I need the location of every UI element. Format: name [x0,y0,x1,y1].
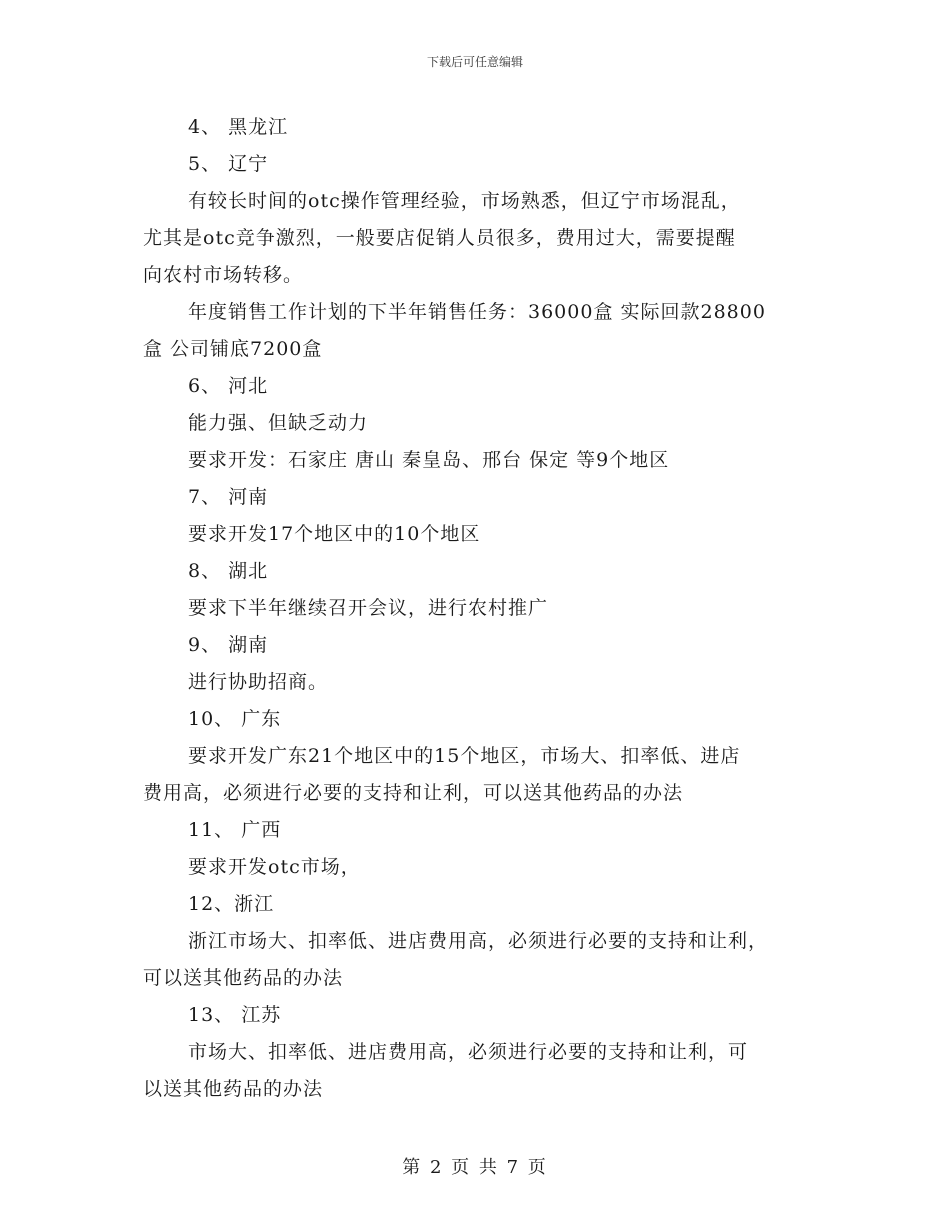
section-heading: 4、 黑龙江 [188,116,289,138]
paragraph-line: 要求下半年继续召开会议，进行农村推广 [188,597,549,619]
section-heading: 12、浙江 [188,893,275,915]
paragraph-line: 浙江市场大、扣率低、进店费用高，必须进行必要的支持和让利， [188,930,769,952]
paragraph-line: 市场大、扣率低、进店费用高，必须进行必要的支持和让利，可 [188,1041,749,1063]
section-heading: 13、 江苏 [188,1004,282,1026]
paragraph-line: 费用高，必须进行必要的支持和让利，可以送其他药品的办法 [143,782,684,804]
section-heading: 10、 广东 [188,708,282,730]
paragraph-line: 尤其是otc竞争激烈，一般要店促销人员很多，费用过大，需要提醒 [143,227,736,249]
paragraph-line: 要求开发otc市场， [188,856,361,878]
paragraph-line: 要求开发17个地区中的10个地区 [188,523,481,545]
paragraph-line: 可以送其他药品的办法 [143,967,344,989]
paragraph-line: 能力强、但缺乏动力 [188,412,369,434]
paragraph-line: 以送其他药品的办法 [143,1078,324,1100]
section-heading: 7、 河南 [188,486,269,508]
paragraph-line: 要求开发广东21个地区中的15个地区，市场大、扣率低、进店 [188,745,741,767]
paragraph-line: 盒 公司铺底7200盒 [143,338,323,360]
paragraph-line: 向农村市场转移。 [143,264,304,286]
paragraph-line: 年度销售工作计划的下半年销售任务：36000盒 实际回款28800 [188,301,766,323]
paragraph-line: 要求开发：石家庄 唐山 秦皇岛、邢台 保定 等9个地区 [188,449,670,471]
section-heading: 8、 湖北 [188,560,269,582]
page-footer: 第 2 页 共 7 页 [402,1157,548,1178]
section-heading: 9、 湖南 [188,634,269,656]
section-heading: 6、 河北 [188,375,269,397]
paragraph-line: 有较长时间的otc操作管理经验，市场熟悉，但辽宁市场混乱， [188,190,741,212]
page-header: 下载后可任意编辑 [426,55,523,69]
paragraph-line: 进行协助招商。 [188,671,329,693]
section-heading: 5、 辽宁 [188,153,269,175]
section-heading: 11、 广西 [188,819,282,841]
